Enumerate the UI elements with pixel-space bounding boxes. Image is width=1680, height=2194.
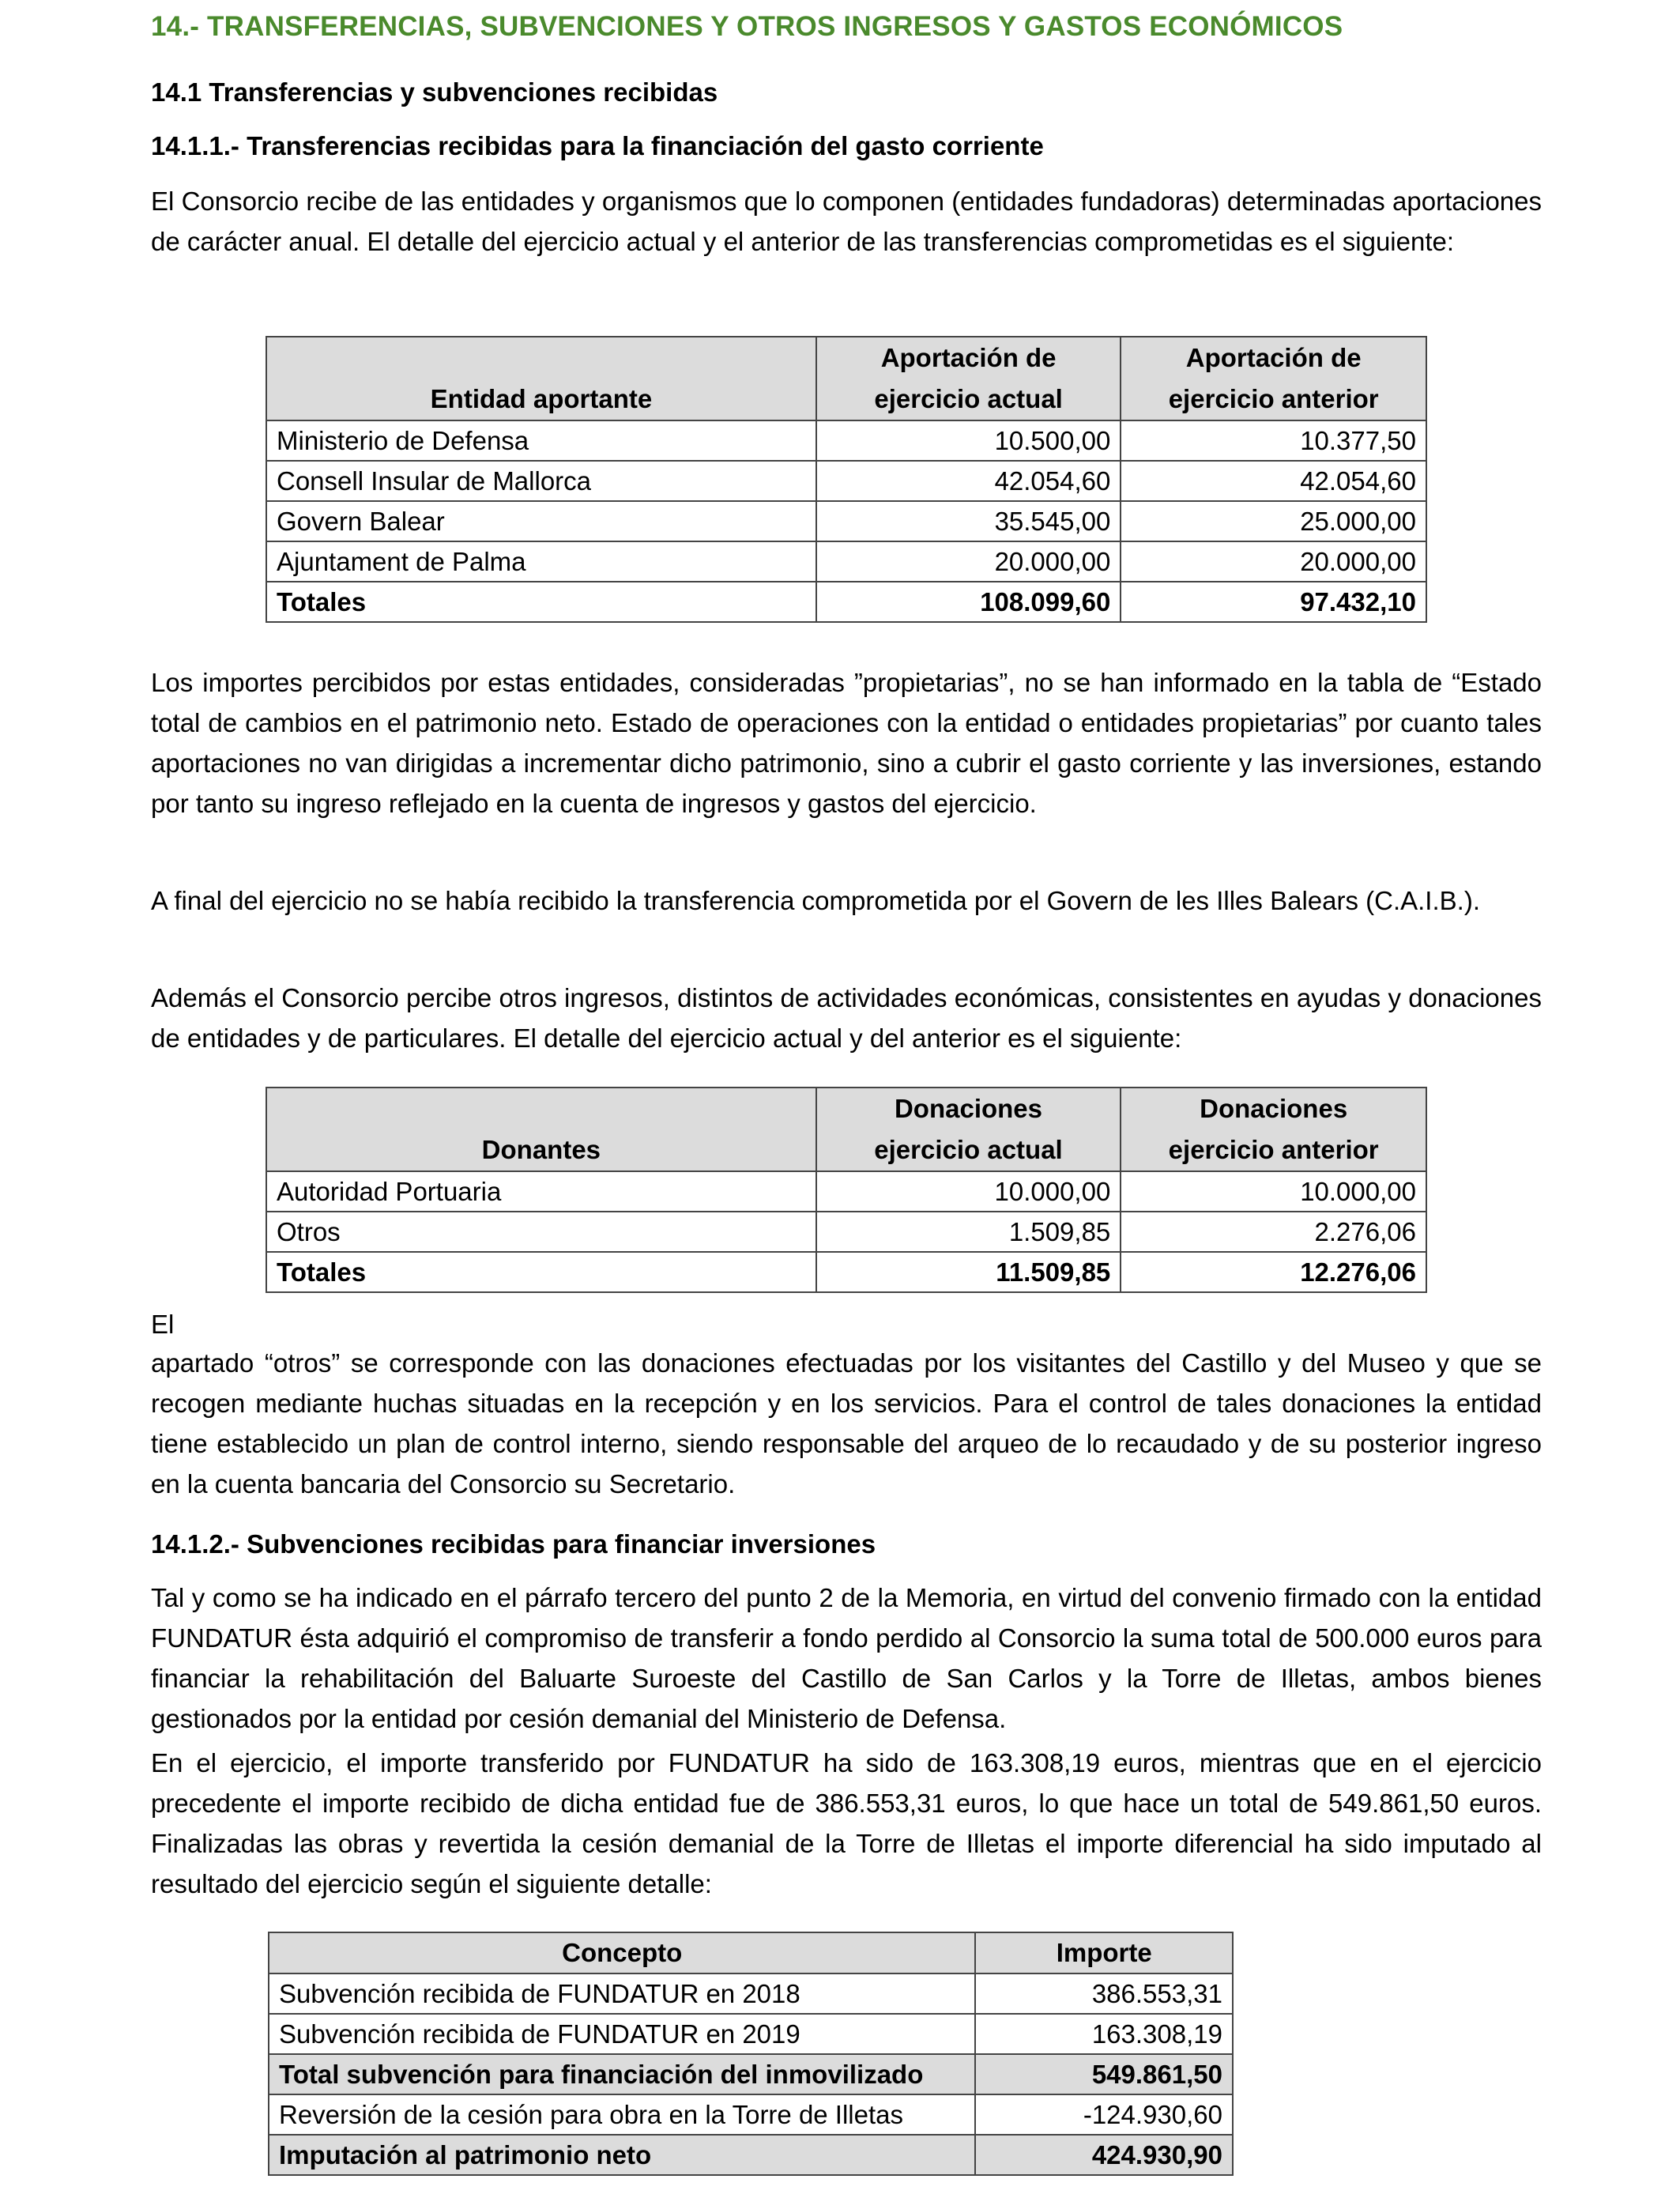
entity-name: Ministerio de Defensa	[266, 420, 816, 461]
table-row	[266, 1212, 1426, 1252]
current-amount: 10.500,00	[816, 420, 1121, 461]
previous-amount: 20.000,00	[1121, 541, 1426, 582]
concept: Imputación al patrimonio neto	[269, 2135, 975, 2175]
amount: 163.308,19	[975, 2014, 1233, 2054]
column-header-previous-year: Aportación de ejercicio anterior	[1121, 337, 1426, 420]
paragraph-fundatur-agreement: Tal y como se ha indicado en el párrafo tercero del punto 2 de la Memoria, en virtud del convenio firmado con la entidad FUNDATUR ésta adquirió el compromiso de transferir a fondo perdido al Consorcio la suma total de 500.000 euros para financiar la rehabilitación del Baluarte Suroeste del Castillo de San Carlos y la Torre de Illetas, ambos bienes gestionados por la entidad por cesión demanial del Ministerio de Defensa.	[151, 1583, 1542, 1733]
table-header-row	[266, 1088, 1426, 1171]
paragraph-contributions-intro: El Consorcio recibe de las entidades y organismos que lo componen (entidades fundadoras) determinadas aportaciones de carácter anual. El detalle del ejercicio actual y el anterior de las transferencias comprometidas es el siguiente:	[151, 187, 1542, 256]
current-amount: 10.000,00	[816, 1171, 1121, 1212]
table-row	[266, 541, 1426, 582]
total-previous: 97.432,10	[1121, 582, 1426, 622]
subsubsection-title-investments: 14.1.2.- Subvenciones recibidas para financiar inversiones	[151, 1529, 876, 1559]
total-previous: 12.276,06	[1121, 1252, 1426, 1292]
table-row	[269, 1973, 1233, 2014]
paragraph-others-lead: El	[151, 1310, 175, 1339]
donor-name: Otros	[266, 1212, 816, 1252]
total-current: 108.099,60	[816, 582, 1121, 622]
fundatur-subsidy-table	[268, 1932, 1234, 2176]
concept: Total subvención para financiación del inmovilizado	[269, 2054, 975, 2094]
totals-label: Totales	[266, 582, 816, 622]
amount: 549.861,50	[975, 2054, 1233, 2094]
previous-amount: 10.000,00	[1121, 1171, 1426, 1212]
table-row	[269, 2094, 1233, 2135]
donations-table	[266, 1087, 1427, 1293]
paragraph-other-income: Además el Consorcio percibe otros ingresos, distintos de actividades económicas, consistentes en ayudas y donaciones de entidades y de particulares. El detalle del ejercicio actual y del anterior es el siguiente:	[151, 983, 1542, 1053]
total-current: 11.509,85	[816, 1252, 1121, 1292]
table-row	[266, 1171, 1426, 1212]
current-amount: 42.054,60	[816, 461, 1121, 501]
totals-row	[266, 1252, 1426, 1292]
table-header-row	[266, 337, 1426, 420]
totals-row	[269, 2135, 1233, 2175]
entity-name: Consell Insular de Mallorca	[266, 461, 816, 501]
amount: 424.930,90	[975, 2135, 1233, 2175]
previous-amount: 10.377,50	[1121, 420, 1426, 461]
table-row	[266, 501, 1426, 541]
paragraph-fundatur-transfers: En el ejercicio, el importe transferido por FUNDATUR ha sido de 163.308,19 euros, mientras que en el ejercicio precedente el importe recibido de dicha entidad fue de 386.553,31 euros, lo que hace un total de 549.861,50 euros. Finalizadas las obras y revertida la cesión demanial de la Torre de Illetas el importe diferencial ha sido imputado al resultado del ejercicio según el siguiente detalle:	[151, 1748, 1542, 1898]
column-header-entity: Entidad aportante	[266, 337, 816, 420]
previous-amount: 2.276,06	[1121, 1212, 1426, 1252]
paragraph-others-detail: apartado “otros” se corresponde con las donaciones efectuadas por los visitantes del Castillo y del Museo y que se recogen mediante huchas situadas en la recepción y en los servicios. Para el control de tales donaciones la entidad tiene establecido un plan de control interno, siendo responsable del arqueo de lo recaudado y de su posterior ingreso en la cuenta bancaria del Consorcio su Secretario.	[151, 1348, 1542, 1498]
table-row	[266, 420, 1426, 461]
column-header-current-year: Aportación de ejercicio actual	[816, 337, 1121, 420]
subsection-title: 14.1 Transferencias y subvenciones recibidas	[151, 77, 718, 107]
entity-name: Ajuntament de Palma	[266, 541, 816, 582]
paragraph-owner-contributions: Los importes percibidos por estas entidades, consideradas ”propietarias”, no se han informado en la tabla de “Estado total de cambios en el patrimonio neto. Estado de operaciones con la entidad o entidades propietarias” por cuanto tales aportaciones no van dirigidas a incrementar dicho patrimonio, sino a cubrir el gasto corriente y las inversiones, estando por tanto su ingreso reflejado en la cuenta de ingresos y gastos del ejercicio.	[151, 668, 1542, 818]
table-header-row	[269, 1932, 1233, 1973]
paragraph-caib-transfer: A final del ejercicio no se había recibido la transferencia comprometida por el Govern de les Illes Balears (C.A.I.B.).	[151, 886, 1480, 915]
column-header-donors: Donantes	[266, 1088, 816, 1171]
concept: Subvención recibida de FUNDATUR en 2019	[269, 2014, 975, 2054]
contributions-table	[266, 336, 1427, 623]
concept: Subvención recibida de FUNDATUR en 2018	[269, 1973, 975, 2014]
table-row	[266, 461, 1426, 501]
current-amount: 1.509,85	[816, 1212, 1121, 1252]
column-header-current-year: Donaciones ejercicio actual	[816, 1088, 1121, 1171]
subtotal-row	[269, 2054, 1233, 2094]
previous-amount: 42.054,60	[1121, 461, 1426, 501]
current-amount: 35.545,00	[816, 501, 1121, 541]
amount: 386.553,31	[975, 1973, 1233, 2014]
totals-row	[266, 582, 1426, 622]
subsubsection-title-current-expense: 14.1.1.- Transferencias recibidas para la financiación del gasto corriente	[151, 131, 1044, 160]
previous-amount: 25.000,00	[1121, 501, 1426, 541]
current-amount: 20.000,00	[816, 541, 1121, 582]
table-row	[269, 2014, 1233, 2054]
entity-name: Govern Balear	[266, 501, 816, 541]
section-title: 14.- TRANSFERENCIAS, SUBVENCIONES Y OTROS INGRESOS Y GASTOS ECONÓMICOS	[151, 11, 1343, 42]
column-header-concept: Concepto	[269, 1932, 975, 1973]
column-header-previous-year: Donaciones ejercicio anterior	[1121, 1088, 1426, 1171]
concept: Reversión de la cesión para obra en la Torre de Illetas	[269, 2094, 975, 2135]
amount: -124.930,60	[975, 2094, 1233, 2135]
column-header-amount: Importe	[975, 1932, 1233, 1973]
totals-label: Totales	[266, 1252, 816, 1292]
donor-name: Autoridad Portuaria	[266, 1171, 816, 1212]
